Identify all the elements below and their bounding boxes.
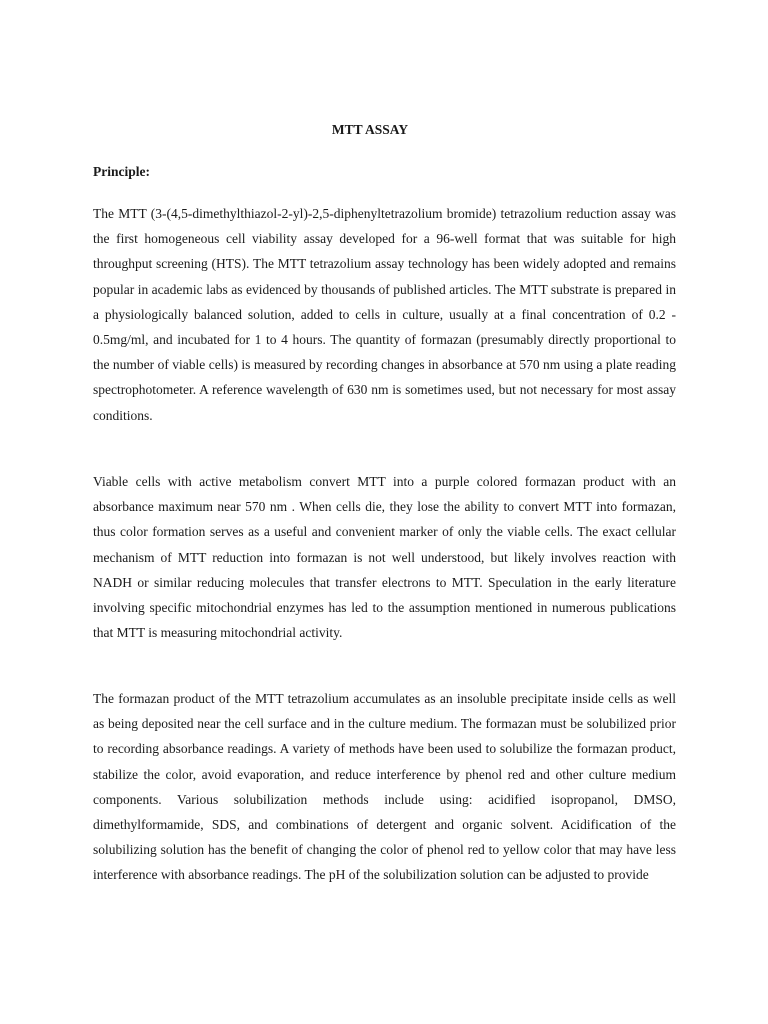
paragraph-viable-cells: Viable cells with active metabolism convert MTT into a purple colored formazan product with an absorbance maximum near 570 nm . When cells die, they lose the ability to convert MTT into formazan, thus color formation serves as a useful and convenient marker of only the viable cells. The exact cellular mechanism of MTT reduction into formazan is not well understood, but likely involves reaction with NADH or similar reducing molecules that transfer electrons to MTT. Speculation in the early literature involving specific mitochondrial enzymes has led to the assumption mentioned in numerous publications that MTT is measuring mitochondrial activity. bbox=[93, 474, 676, 641]
section-heading-principle: Principle: bbox=[93, 164, 150, 179]
paragraph-intro: The MTT (3-(4,5-dimethylthiazol-2-yl)-2,5-diphenyltetrazolium bromide) tetrazolium reduction assay was the first homogeneous cell viability assay developed for a 96-well format that was suitable for high throughput screening (HTS). The MTT tetrazolium assay technology has been widely adopted and remains popular in academic labs as evidenced by thousands of published articles. The MTT substrate is prepared in a physiologically balanced solution, added to cells in culture, usually at a final concentration of 0.2 - 0.5mg/ml, and incubated for 1 to 4 hours. The quantity of formazan (presumably directly proportional to the number of viable cells) is measured by recording changes in absorbance at 570 nm using a plate reading spectrophotometer. A reference wavelength of 630 nm is sometimes used, but not necessary for most assay conditions. bbox=[93, 206, 676, 423]
paragraph-formazan-solubilization: The formazan product of the MTT tetrazolium accumulates as an insoluble precipitate inside cells as well as being deposited near the cell surface and in the culture medium. The formazan must be solubilized prior to recording absorbance readings. A variety of methods have been used to solubilize the formazan product, stabilize the color, avoid evaporation, and reduce interference by phenol red and other culture medium components. Various solubilization methods include using: acidified isopropanol, DMSO, dimethylformamide, SDS, and combinations of detergent and organic solvent. Acidification of the solubilizing solution has the benefit of changing the color of phenol red to yellow color that may have less interference with absorbance readings. The pH of the solubilization solution can be adjusted to provide bbox=[93, 691, 676, 883]
document-title: MTT ASSAY bbox=[331, 122, 409, 137]
